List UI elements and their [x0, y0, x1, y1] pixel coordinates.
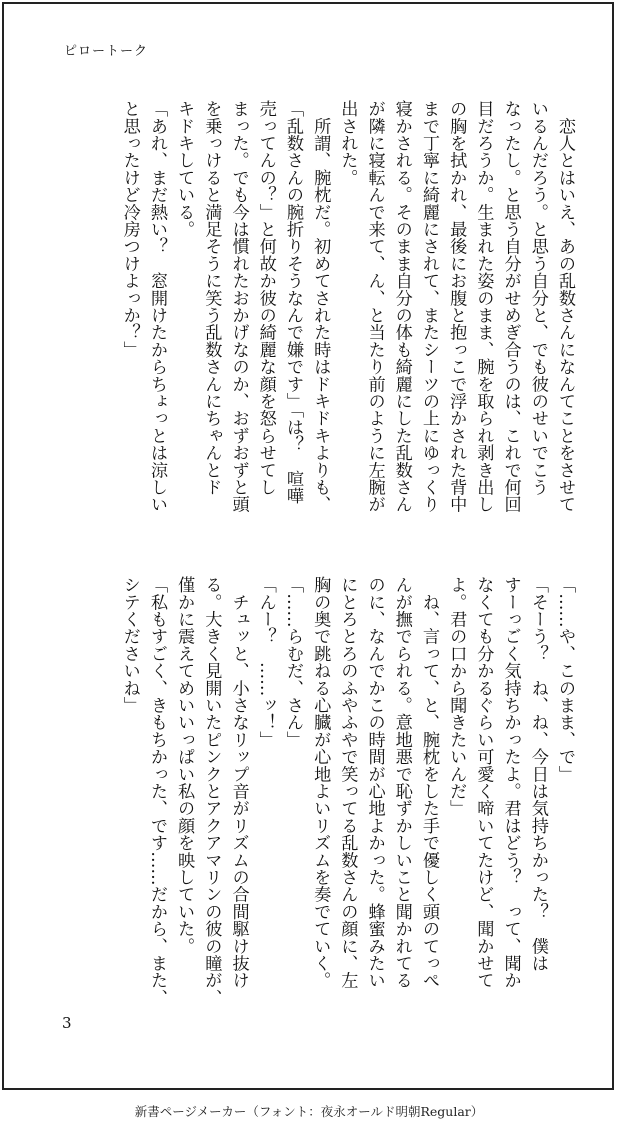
text-column: 所謂、腕枕だ。初めてされた時はドキドキよりも、 [310, 100, 331, 513]
running-head: ピロートーク [64, 44, 149, 59]
page-frame [2, 2, 614, 1090]
text-column: 僅かに震えてめいいっぱい私の顔を映していた。 [174, 576, 195, 955]
page-number: 3 [62, 1014, 72, 1032]
text-column: 目だろうか。生まれた姿のまま、腕を取られ剥き出し [473, 100, 494, 513]
text-tier-bottom [48, 576, 578, 1006]
text-column: よ。君の口から聞きたいんだ」 [446, 576, 467, 817]
text-column: キドキしている。 [174, 100, 195, 238]
text-column: のに、なんでかこの時間が心地よかった。蜂蜜みたい [364, 576, 385, 989]
text-column: 「あれ、まだ熱い？ 窓開けたからちょっとは涼しい [146, 100, 167, 513]
text-column: なったし。と思う自分がせめぎ合うのは、これで何回 [500, 100, 521, 513]
text-column: にとろとろのふやふやで笑ってる乱数さんの顔に、左 [337, 576, 358, 989]
text-column: 「……や、このまま、で」 [555, 576, 575, 783]
text-column: を乗っけると満足そうに笑う乱数さんにちゃんとド [201, 100, 222, 496]
text-column: 出された。 [337, 100, 358, 186]
text-column: まった。でも今は慣れたおかげなのか、おずおずと頭 [228, 100, 249, 513]
footer-credit: 新書ページメーカー（フォント：夜永オールド明朝Regular） [134, 1104, 484, 1119]
text-column: 胸の奥で跳ねる心臓が心地よいリズムを奏でていく。 [310, 576, 331, 989]
text-column: すーっごく気持ちかったよ。君はどう？ って、聞か [500, 576, 521, 989]
text-tier-top [48, 100, 578, 530]
text-column: 恋人とはいえ、あの乱数さんになんてことをさせて [555, 100, 575, 513]
text-column: 「そーう？ ね、ね、今日は気持ちかった？ 僕は [527, 576, 548, 972]
text-column: まで丁寧に綺麗にされて、またシーツの上にゆっくり [418, 100, 439, 513]
text-column: 寝かされる。そのまま自分の体も綺麗にした乱数さん [391, 100, 412, 513]
text-column: ね、言って、と、腕枕をした手で優しく頭のてっぺ [418, 576, 439, 989]
text-column: の胸を拭かれ、最後にお腹と抱っこで浮かされた背中 [446, 100, 467, 513]
text-column: 「私もすごく、きもちかった、です……だから、また、 [146, 576, 167, 1006]
text-column: 「……らむだ、さん」 [282, 576, 303, 748]
text-column: いるんだろう。と思う自分と、でも彼のせいでこう [527, 100, 548, 496]
text-column: チュッと、小さなリップ音がリズムの合間駆け抜け [228, 576, 249, 989]
text-column: 「んー？ ……ッ！」 [255, 576, 276, 748]
text-column: 売ってんの？」と何故か彼の綺麗な顔を怒らせてし [255, 100, 276, 496]
text-column: が隣に寝転んで来て、ん、と当たり前のように左腕が [364, 100, 385, 513]
text-column: る。大きく見開いたピンクとアクアマリンの彼の瞳が、 [201, 576, 222, 1006]
text-column: なくても分かるぐらい可愛く啼いてたけど、聞かせて [473, 576, 494, 989]
text-column: シテくださいね」 [119, 576, 140, 714]
text-column: 「乱数さんの腕折りそうなんで嫌です」「は？ 喧嘩 [282, 100, 303, 505]
text-column: と思ったけど冷房つけよっか？」 [119, 100, 140, 358]
text-column: んが撫でられる。意地悪で恥ずかしいこと聞かれてる [391, 576, 412, 989]
